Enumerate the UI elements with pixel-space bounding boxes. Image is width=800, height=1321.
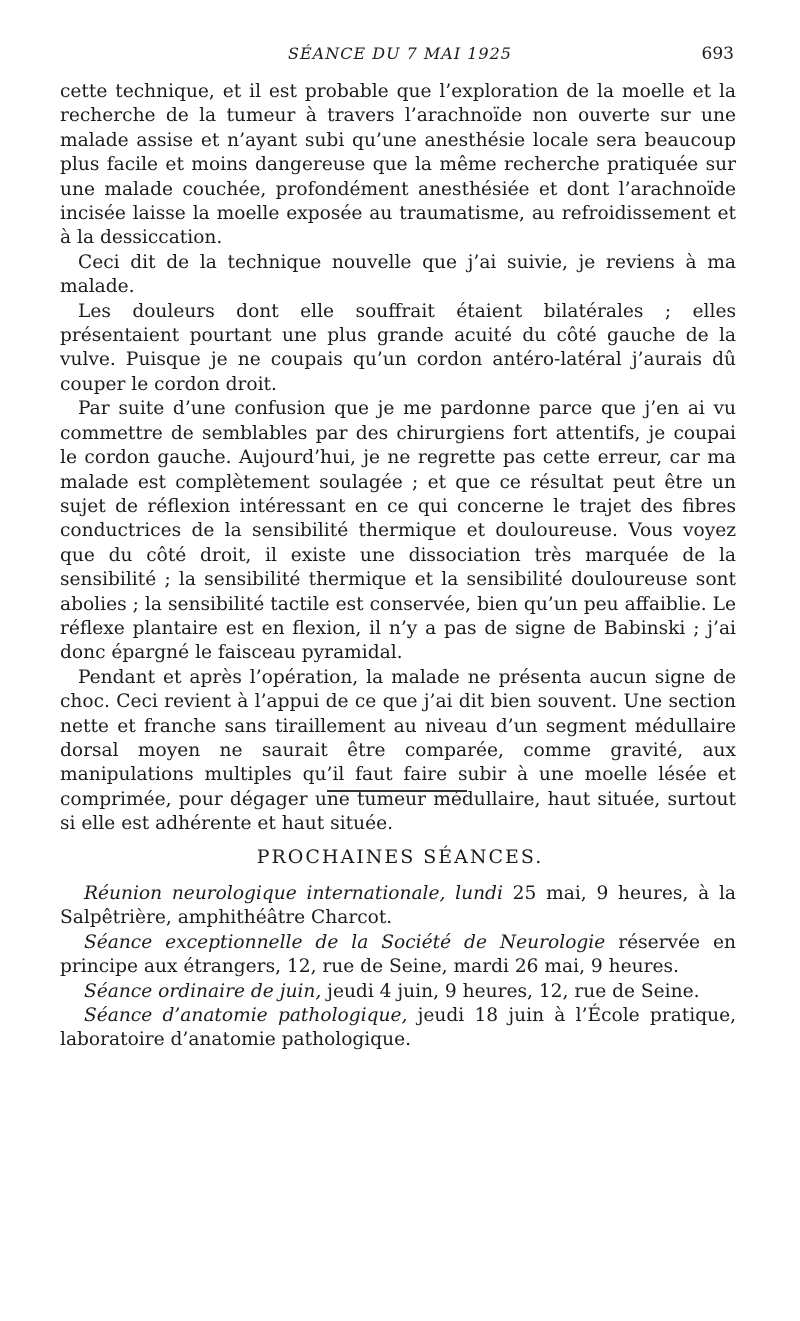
paragraph: Les douleurs dont elle souffrait étaient bilatérales ; elles présentaient pourtant une plus grande acuité du côté gauche de la vulve. Puisque je ne coupais qu’un cordon antéro-latéral j’aurais dû couper le cordon droit. bbox=[60, 300, 736, 395]
sessions-list bbox=[60, 882, 736, 1053]
session-title: Réunion neurologique internationale, lundi bbox=[84, 883, 503, 904]
session-title: Séance exceptionnelle de la Société de Neurologie bbox=[84, 931, 606, 953]
page-header bbox=[0, 44, 800, 70]
body-text bbox=[60, 80, 736, 837]
session-details: 25 mai, 9 heures, à la Salpêtrière, amphithéâtre Charcot. bbox=[60, 883, 736, 929]
session-details: réservée en principe aux étrangers, 12, rue de Seine, mardi 26 mai, 9 heures. bbox=[60, 931, 737, 978]
session-title: Séance d’anatomie pathologique, bbox=[84, 1005, 408, 1027]
session-item bbox=[60, 1004, 736, 1053]
paragraph: cette technique, et il est probable que l’exploration de la moelle et la recherche de la tumeur à travers l’arachnoïde non ouverte sur une malade assise et n’ayant subi qu’une anesthésie locale sera beaucoup plus facile et moins dangereuse que la même recherche pratiquée sur une malade couchée, profondément anesthésiée et dont l’arachnoïde incisée laisse la moelle exposée au traumatisme, au refroidissement et à la dessiccation. bbox=[60, 81, 736, 249]
paragraph: Pendant et après l’opération, la malade ne présenta aucun signe de choc. Ceci revient à l’appui de ce que j’ai dit bien souvent. Une section nette et franche sans tiraillement au niveau d’un segment médullaire dorsal moyen ne saurait être comparée, comme gravité, aux manipulations multiples qu’il faut faire subir à une moelle lésée et comprimée, pour dégager une tumeur médullaire, haut située, surtout si elle est adhérente et haut située. bbox=[60, 666, 736, 835]
session-item bbox=[60, 931, 736, 980]
session-details: jeudi 18 juin à l’École pratique, laboratoire d’anatomie pathologique. bbox=[60, 1005, 736, 1051]
session-details: jeudi 4 juin, 9 heures, 12, rue de Seine. bbox=[321, 980, 700, 1002]
session-item bbox=[60, 882, 736, 931]
running-title: SÉANCE DU 7 MAI 1925 bbox=[288, 44, 512, 63]
section-heading: PROCHAINES SÉANCES. bbox=[256, 846, 544, 868]
session-title: Séance ordinaire de juin, bbox=[84, 980, 322, 1002]
paragraph: Par suite d’une confusion que je me pardonne parce que j’en ai vu commettre de semblables par des chirurgiens fort attentifs, je coupai le cordon gauche. Aujourd’hui, je ne regrette pas cette erreur, car ma malade est complètement soulagée ; et que ce résultat peut être un sujet de réflexion intéressant en ce qui concerne le trajet des fibres conductrices de la sensibilité thermique et douloureuse. Vous voyez que du côté droit, il existe une dissociation très marquée de la sensibilité ; la sensibilité thermique et la sensibilité douloureuse sont abolies ; la sensibilité tactile est conservée, bien qu’un peu affaiblie. Le réflexe plantaire est en flexion, il n’y a pas de signe de Babinski ; j’ai donc épargné le faisceau pyramidal. bbox=[60, 398, 736, 664]
paragraph: Ceci dit de la technique nouvelle que j’ai suivie, je reviens à ma malade. bbox=[60, 251, 736, 298]
session-item bbox=[60, 980, 736, 1004]
section-divider bbox=[327, 790, 467, 792]
page-number: 693 bbox=[701, 44, 734, 64]
